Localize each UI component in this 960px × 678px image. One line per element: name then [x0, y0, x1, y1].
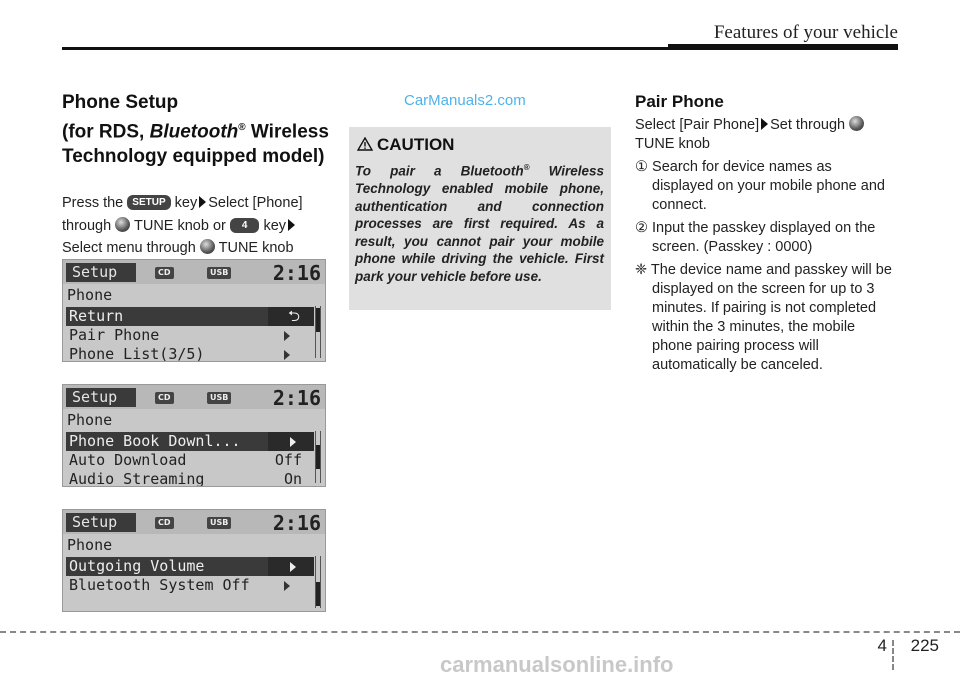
arrow-right-icon	[284, 331, 290, 341]
menu-row-audio-streaming[interactable]: Audio Streaming On	[69, 470, 302, 487]
menu-row-auto-download[interactable]: Auto Download Off	[69, 451, 302, 469]
watermark-bottom[interactable]: carmanualsonline.info	[440, 652, 674, 677]
scrollbar[interactable]	[315, 431, 321, 483]
screen-phone-menu-2	[62, 384, 326, 487]
title-line-2: (for RDS, Bluetooth® Wireless	[62, 121, 329, 143]
menu-row-pair-phone[interactable]: Pair Phone	[66, 326, 314, 345]
screen-time: 2:16	[272, 511, 321, 535]
watermark-top[interactable]: CarManuals2.com	[404, 92, 526, 109]
arrow-right-icon	[284, 581, 290, 591]
tune-knob-icon	[115, 217, 130, 232]
menu-row-phone-book-download[interactable]: Phone Book Downl...	[66, 432, 314, 451]
scrollbar[interactable]	[315, 556, 321, 608]
section-title	[62, 90, 332, 169]
tune-knob-icon	[200, 239, 215, 254]
chapter-number: 4	[877, 636, 887, 655]
arrow-right-icon	[284, 350, 290, 360]
screen-time: 2:16	[272, 261, 321, 285]
caution-box	[349, 127, 611, 310]
screen-time: 2:16	[272, 386, 321, 410]
auto-download-value: Off	[274, 451, 302, 469]
scrollbar[interactable]	[315, 306, 321, 358]
title-line-3: Technology equipped model)	[62, 146, 325, 168]
audio-streaming-value: On	[283, 470, 302, 487]
arrow-right-icon	[199, 196, 206, 208]
screen-phone-menu-3	[62, 509, 326, 612]
title-line-1: Phone Setup	[62, 92, 179, 113]
menu-row-phone-list[interactable]: Phone List(3/5)	[66, 345, 314, 362]
menu-row-bluetooth-system-off[interactable]: Bluetooth System Off	[66, 576, 314, 595]
pair-phone-title: Pair Phone	[635, 92, 724, 111]
return-icon: ⮌	[287, 307, 300, 325]
usb-badge: USB	[207, 517, 231, 529]
header-rule-accent	[668, 44, 898, 50]
page-number: 225	[910, 636, 939, 655]
cd-badge: CD	[155, 267, 174, 279]
setup-instructions: Press the SETUP key Select [Phone] through TUNE knob or 4 key Select menu through TUNE knob	[62, 195, 303, 256]
arrow-right-icon	[290, 437, 296, 447]
caution-heading: CAUTION	[357, 135, 454, 155]
pair-intro: Select [Pair Phone] Set through TUNE knob	[635, 116, 897, 154]
key-4-badge: 4	[230, 218, 260, 233]
footer-rule	[0, 631, 960, 633]
screen-phone-menu-1	[62, 259, 326, 362]
usb-badge: USB	[207, 267, 231, 279]
setup-key-badge: SETUP	[127, 195, 170, 210]
pair-step-2: ② Input the passkey displayed on the screen. (Passkey : 0000)	[635, 220, 876, 255]
screen-setup-label: Setup	[66, 263, 136, 282]
pair-phone-body	[635, 116, 897, 379]
tune-knob-icon	[849, 116, 864, 131]
screen-setup-label: Setup	[66, 388, 136, 407]
pair-note: ❈ The device name and passkey will be displayed on the screen for up to 3 minutes. If pairing is not completed within the 3 minutes, the mobile phone pairing process will automatically be canceled.	[635, 262, 892, 373]
pair-step-1: ① Search for device names as displayed on your mobile phone and connect.	[635, 159, 885, 213]
page-separator	[892, 640, 894, 670]
caution-text: To pair a Bluetooth® Wireless Technology enabled mobile phone, authentication and connection processes are first required. As a result, you cannot pair your mobile phone while driving the vehicle. First park your vehicle before use.	[355, 163, 604, 284]
menu-row-return[interactable]: Return ⮌	[66, 307, 314, 326]
warning-icon	[357, 137, 373, 151]
cd-badge: CD	[155, 517, 174, 529]
arrow-right-icon	[761, 118, 768, 130]
arrow-right-icon	[288, 219, 295, 231]
menu-row-outgoing-volume[interactable]: Outgoing Volume	[66, 557, 314, 576]
arrow-right-icon	[290, 562, 296, 572]
header-title: Features of your vehicle	[713, 22, 898, 43]
screen-heading: Phone	[67, 286, 113, 304]
screen-setup-label: Setup	[66, 513, 136, 532]
usb-badge: USB	[207, 392, 231, 404]
screen-heading: Phone	[67, 536, 113, 554]
cd-badge: CD	[155, 392, 174, 404]
screen-heading: Phone	[67, 411, 113, 429]
